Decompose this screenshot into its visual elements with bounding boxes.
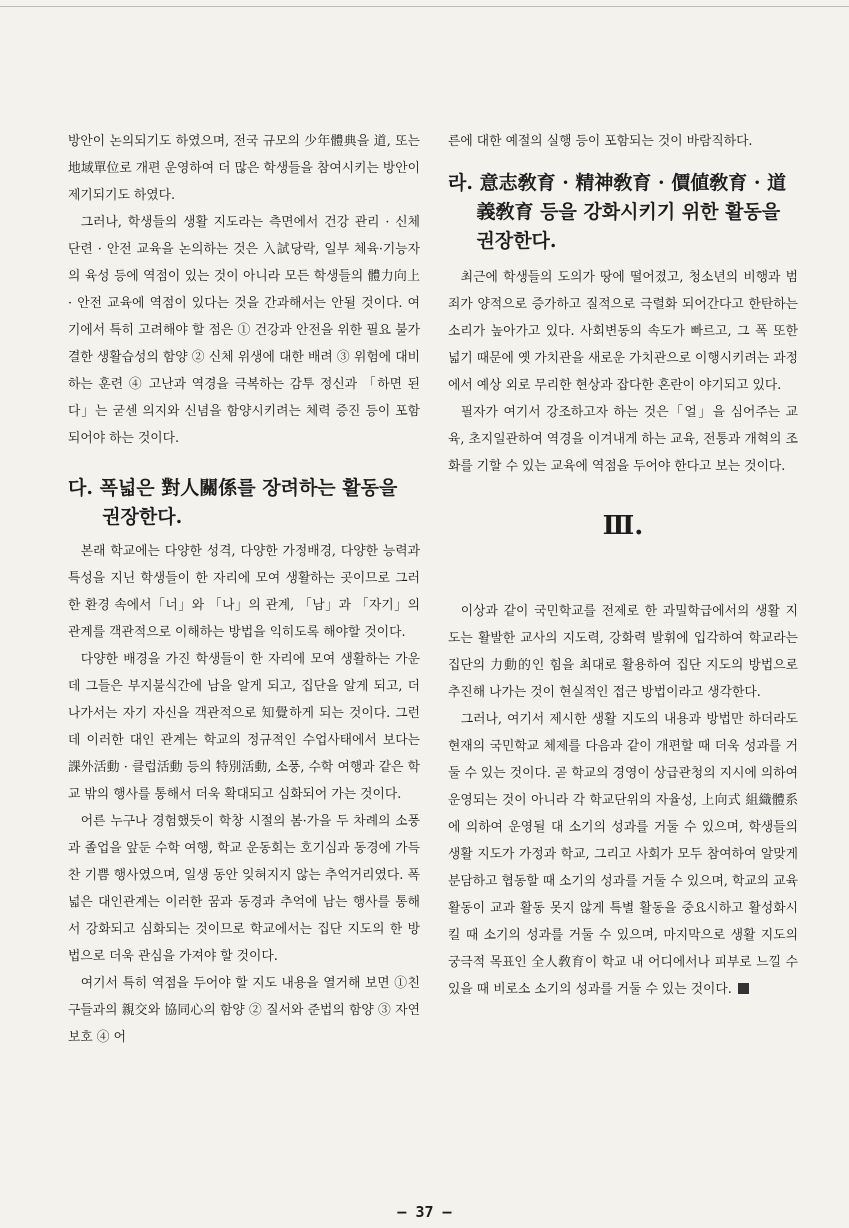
left-paragraph-1: 방안이 논의되기도 하였으며, 전국 규모의 少年體典을 道, 또는 地域單位로 개편 운영하여 더 많은 학생들을 참여시키는 방안이 제기되기도 하였다. — [68, 134, 420, 203]
left-paragraph-4: 다양한 배경을 가진 학생들이 한 자리에 모여 생활하는 가운데 그들은 부지불식간에 남을 알게 되고, 집단을 알게 되고, 더 나가서는 자기 자신을 객관적으로 知覺하게 되는 것이다. 그런데 이러한 대인 관계는 학교의 정규적인 수업사태에서 보다는 課外活動 · 클럽活動 등의 特別活動, 소풍, 수학 여행과 같은 학교 밖의 행사를 통해서 더욱 확대되고 심화되어 가는 것이다. — [68, 652, 420, 802]
left-column — [68, 128, 420, 1051]
right-paragraph-5 — [448, 706, 798, 1003]
right-column — [448, 128, 798, 1003]
right-paragraph-1: 른에 대한 예절의 실행 등이 포함되는 것이 바람직하다. — [448, 134, 753, 149]
section-heading-ra: 라. 意志敎育 · 精神敎育 · 價値敎育 · 道義敎育 등을 강화시키기 위한 활동을 권장한다. — [448, 172, 787, 252]
left-paragraph-2: 그러나, 학생들의 생활 지도라는 측면에서 건강 관리 · 신체 단련 · 안전 교육을 논의하는 것은 入試당락, 일부 체육·기능자의 육성 등에 역점이 있는 것이 아니라 모든 학생들의 體力向上 · 안전 교육에 역점이 있다는 것을 간과해서는 안될 것이다. 여기에서 특히 고려해야 할 점은 ① 건강과 안전을 위한 필요 불가결한 생활습성의 함양 ② 신체 위생에 대한 배려 ③ 위험에 대비하는 훈련 ④ 고난과 역경을 극복하는 감투 정신과 「하면 된다」는 굳센 의지와 신념을 함양시키려는 체력 증진 등이 포함되어야 하는 것이다. — [68, 215, 420, 446]
top-rule — [0, 0, 849, 7]
right-paragraph-4: 이상과 같이 국민학교를 전제로 한 과밀학급에서의 생활 지도는 활발한 교사의 지도력, 강화력 발휘에 입각하여 학교라는 집단의 力動的인 힘을 최대로 활용하여 집단 지도의 방법으로 추진해 나가는 것이 현실적인 접근 방법이라고 생각한다. — [448, 604, 798, 700]
right-paragraph-3: 필자가 여기서 강조하고자 하는 것은「얼」을 심어주는 교육, 초지일관하여 역경을 이겨내게 하는 교육, 전통과 개혁의 조화를 기할 수 있는 교육에 역점을 두어야 한다고 보는 것이다. — [448, 405, 798, 474]
right-paragraph-2: 최근에 학생들의 도의가 땅에 떨어졌고, 청소년의 비행과 범죄가 양적으로 증가하고 질적으로 극렬화 되어간다고 한탄하는 소리가 높아가고 있다. 사회변동의 속도가 빠르고, 그 폭 또한 넓기 때문에 옛 가치관을 새로운 가치관으로 이행시키려는 과정에서 예상 외로 무리한 현상과 잡다한 혼란이 야기되고 있다. — [448, 270, 798, 393]
left-paragraph-3: 본래 학교에는 다양한 성격, 다양한 가정배경, 다양한 능력과 특성을 지닌 학생들이 한 자리에 모여 생활하는 곳이므로 그러한 환경 속에서「너」와 「나」의 관계, 「남」과 「자기」의 관계를 객관적으로 이해하는 방법을 익히도록 해야할 것이다. — [68, 544, 420, 640]
chapter-numeral: Ⅲ. — [602, 511, 644, 541]
left-paragraph-5: 어른 누구나 경험했듯이 학창 시절의 봄·가을 두 차례의 소풍과 졸업을 앞둔 수학 여행, 학교 운동회는 호기심과 동경에 가득 찬 기쁨 행사였으며, 일생 동안 잊혀지지 않는 추억거리였다. 폭넓은 대인관계는 이러한 꿈과 동경과 추억에 남는 행사를 통해서 강화되고 심화되는 것이므로 학교에서는 집단 지도의 한 방법으로 더욱 관심을 가져야 할 것이다. — [68, 814, 420, 964]
page-number: — 37 — — [397, 1203, 452, 1221]
right-paragraph-5-text: 그러나, 여기서 제시한 생활 지도의 내용과 방법만 하더라도 현재의 국민학교 체제를 다음과 같이 개편할 때 더욱 성과를 거둘 수 있는 것이다. 곧 학교의 경영이 상급관청의 지시에 의하여 운영되는 것이 아니라 각 학교단위의 자율성, 上向式 組織體系에 의하여 운영될 대 소기의 성과를 거둘 수 있으며, 학생들의 생활 지도가 가정과 학교, 그리고 사회가 모두 참여하여 알맞게 분담하고 협동할 때 소기의 성과를 거둘 수 있으며, 학교의 교육 활동이 교과 활동 못지 않게 특별 활동을 중요시하고 활성화시킬 때 소기의 성과를 거둘 수 있으며, 마지막으로 생활 지도의 궁극적 목표인 全人敎育이 학교 내 어디에서나 피부로 느낄 수 있을 때 비로소 소기의 성과를 거둘 수 있는 것이다. — [448, 712, 798, 997]
end-mark-icon — [738, 983, 749, 994]
section-heading-da: 다. 폭넓은 對人關係를 장려하는 활동을 권장한다. — [68, 477, 398, 528]
left-paragraph-6: 여기서 특히 역점을 두어야 할 지도 내용을 열거해 보면 ①친구들과의 親交와 協同心의 함양 ② 질서와 준법의 함양 ③ 자연보호 ④ 어 — [68, 976, 420, 1045]
